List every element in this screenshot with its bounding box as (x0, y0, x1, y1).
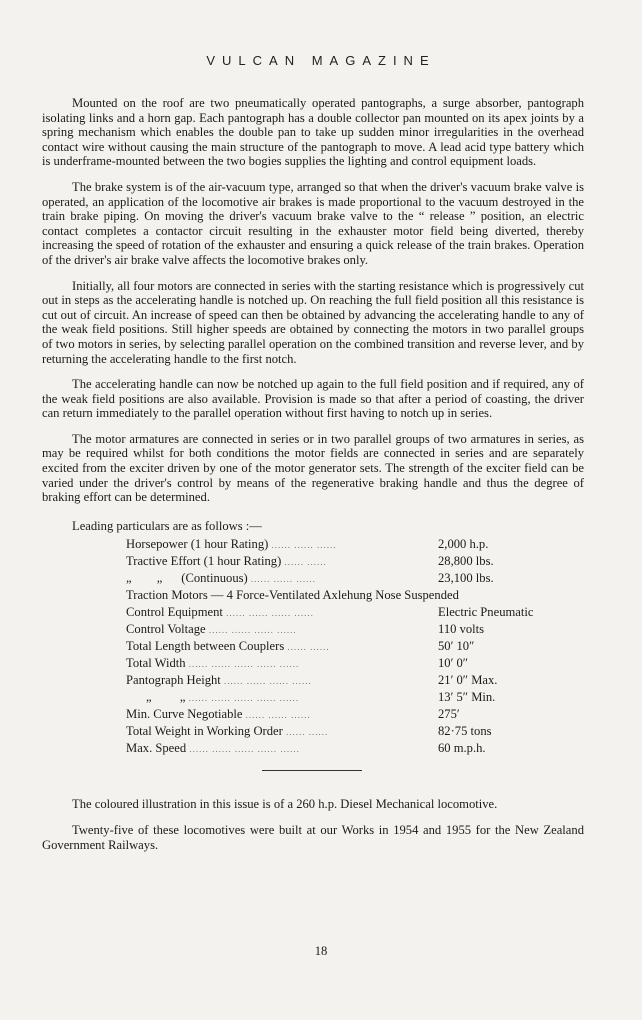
spec-row (126, 707, 533, 724)
spec-leader-dots: ...... ...... ...... ...... (226, 608, 314, 619)
spec-label: Total Weight in Working Order (126, 724, 283, 739)
spec-value: Electric Pneumatic (438, 605, 534, 620)
spec-value: 13′ 5″ Min. (438, 690, 496, 705)
spec-label: Pantograph Height (126, 673, 221, 688)
spec-value: 82·75 tons (438, 724, 492, 739)
spec-label: „ „ (Continuous) (126, 571, 248, 586)
paragraph-motor-armatures: The motor armatures are connected in series or in two parallel groups of two armatures in series, as may be required whilst for both conditions the motor fields are connected in series and are separately excited from the exciter driven by one of the motor generator sets. The strength of the exciter field can be varied under the driver's control by means of the regenerative braking handle and thus the degree of braking effort can be determined. (42, 431, 584, 505)
spec-label: Control Voltage (126, 622, 206, 637)
spec-row (126, 537, 533, 554)
spec-leader-dots: ...... ...... ...... (271, 540, 337, 551)
spec-label: Total Length between Couplers (126, 639, 285, 654)
spec-value: 21′ 0″ Max. (438, 673, 498, 688)
paragraph-brake-system: The brake system is of the air-vacuum type, arranged so that when the driver's vacuum brake valve is operated, an application of the locomotive air brakes is made proportional to the vacuum destroyed in the train brake piping. On moving the driver's vacuum brake valve to the “ release ” position, an electric contact completes a contactor circuit resulting in the exhauster motor field being diverted, thereby increasing the speed of rotation of the exhauster and ensuring a quick release of the train brakes. Operation of the driver's air brake valve affects the locomotive brakes only. (42, 179, 584, 267)
spec-leader-dots: ...... ...... (284, 557, 327, 568)
spec-label: Horsepower (1 hour Rating) (126, 537, 269, 552)
spec-row (126, 724, 533, 741)
spec-leader-dots: ...... ...... ...... (250, 574, 316, 585)
spec-leader-dots: ...... ...... ...... ...... (223, 676, 312, 687)
spec-row (126, 622, 533, 639)
spec-row (126, 639, 533, 656)
spec-label: Max. Speed (126, 741, 187, 756)
spec-row (126, 554, 533, 571)
specs-table (126, 537, 533, 758)
paragraph-pantographs: Mounted on the roof are two pneumatically operated pantographs, a surge absorber, pantograph isolating links and a horn gap. Each pantograph has a double collector pan mounted on its apex joints by a spring mechanism which enables the double pan to take up sudden minor irregularities in the overhead contact wire without causing the main structure of the pantograph to move. A lead acid type battery which is underframe-mounted between the two bogies supplies the lighting and control equipment loads. (42, 96, 584, 169)
spec-row (126, 588, 533, 605)
spec-value: 28,800 lbs. (438, 554, 494, 569)
spec-row (126, 605, 533, 622)
spec-row (126, 571, 533, 588)
spec-label: „ „ (146, 690, 186, 705)
paragraph-motors-series: Initially, all four motors are connected in series with the starting resistance which is progressively cut out in steps as the accelerating handle is notched up. On reaching the full field position all this resistance is cut out of circuit. An increase of speed can then be obtained by advancing the accelerating handle to any of the weak field positions. Still higher speeds are obtained by connecting the motors in two parallel groups of two motors in series, by selecting parallel operation on the combined transition and reverse lever, and by returning the accelerating handle to the first notch. (42, 278, 584, 366)
article-body (42, 96, 584, 863)
paragraph-locomotives-built: Twenty-five of these locomotives were built at our Works in 1954 and 1955 for the New Zealand Government Railways. (42, 823, 584, 852)
spec-label: Total Width (126, 656, 186, 671)
spec-leader-dots: ...... ...... ...... ...... ...... (188, 693, 300, 704)
spec-row (126, 741, 533, 758)
spec-value: 50′ 10″ (438, 639, 475, 654)
spec-leader-dots: ...... ...... (287, 642, 330, 653)
spec-value: 60 m.p.h. (438, 741, 486, 756)
spec-value: 23,100 lbs. (438, 571, 494, 586)
magazine-header: VULCAN MAGAZINE (206, 53, 436, 68)
spec-value: 110 volts (438, 622, 485, 637)
spec-value: 2,000 h.p. (438, 537, 489, 552)
paragraph-illustration-note: The coloured illustration in this issue is of a 260 h.p. Diesel Mechanical locomotive. (72, 797, 498, 812)
spec-value: 275′ (438, 707, 460, 722)
spec-label: Control Equipment (126, 605, 223, 620)
spec-label: Min. Curve Negotiable (126, 707, 243, 722)
spec-value: 10′ 0″ (438, 656, 469, 671)
section-divider (262, 770, 362, 771)
spec-leader-dots: ...... ...... ...... (245, 710, 311, 721)
spec-leader-dots: ...... ...... ...... ...... (208, 625, 297, 636)
spec-row (126, 673, 533, 690)
spec-row (126, 690, 533, 707)
spec-leader-dots: ...... ...... (285, 727, 329, 738)
spec-leader-dots: ...... ...... ...... ...... ...... (188, 659, 300, 670)
specs-intro: Leading particulars are as follows :— (72, 518, 262, 533)
page-number: 18 (314, 944, 328, 958)
spec-label: Tractive Effort (1 hour Rating) (126, 554, 282, 569)
spec-row (126, 656, 533, 673)
paragraph-accelerating-handle: The accelerating handle can now be notched up again to the full field position and if required, any of the weak field positions are also available. Provision is made so that after a period of coasting, the driver can return immediately to the parallel operation without first having to notch up in series. (42, 377, 584, 421)
spec-leader-dots: ...... ...... ...... ...... ...... (189, 744, 300, 755)
spec-label: Traction Motors — 4 Force-Ventilated Axlehung Nose Suspended (126, 588, 459, 603)
